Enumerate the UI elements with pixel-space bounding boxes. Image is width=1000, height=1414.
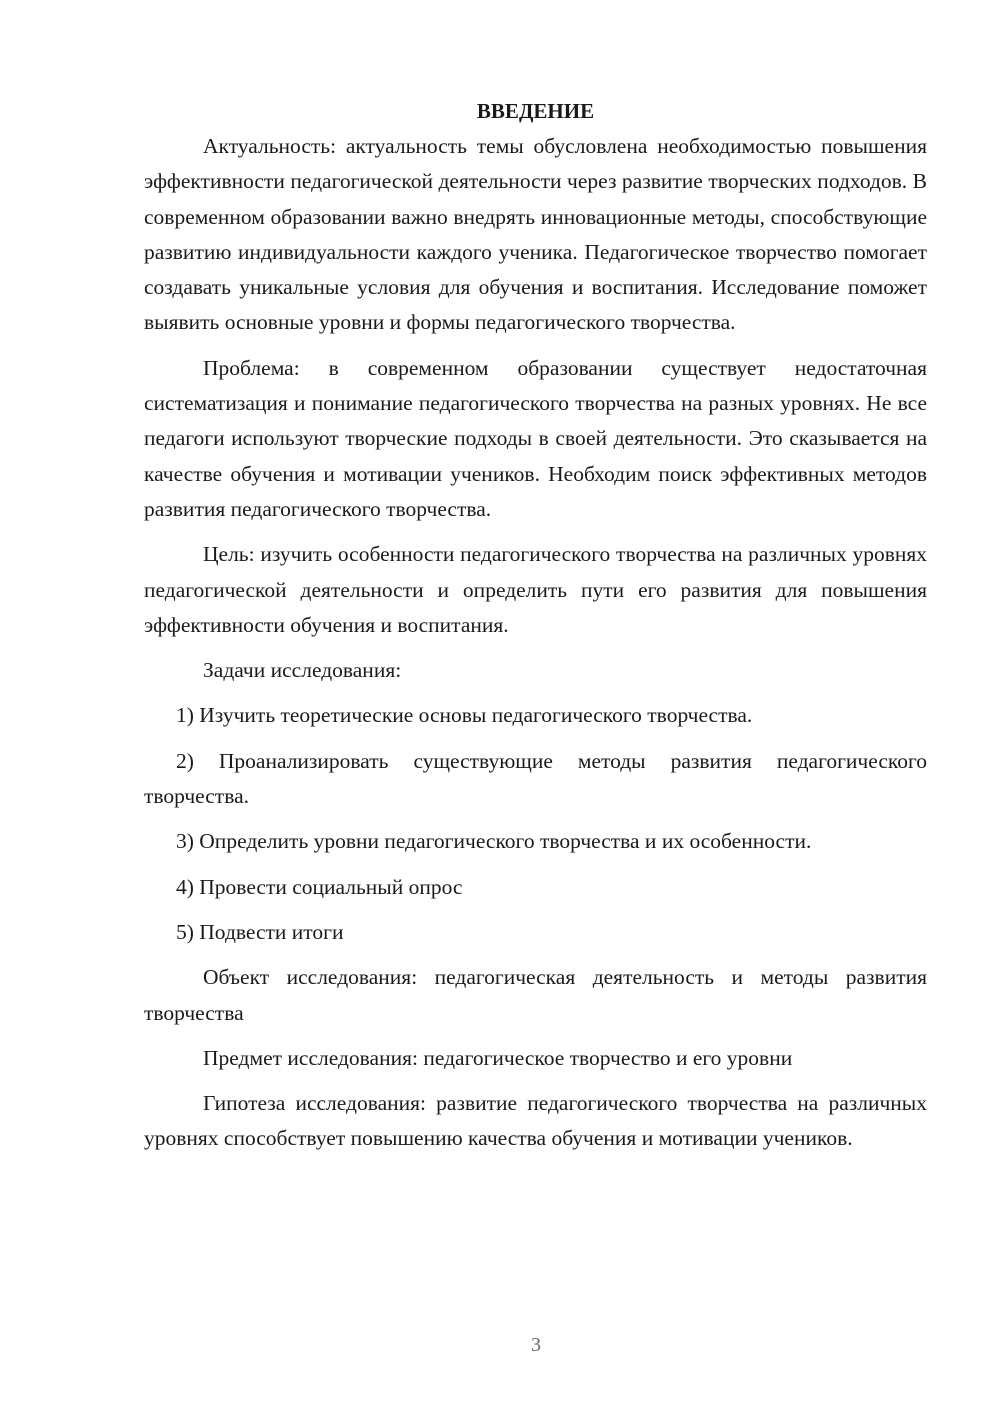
task-item: 2) Проанализировать существующие методы развития педагогического творчества. xyxy=(144,748,927,809)
problem-paragraph: Проблема: в современном образовании существует недостаточная систематизация и понимание педагогического творчества на разных уровнях. Не все педагоги используют творческие подходы в своей деятельности. Это сказывается на качестве обучения и мотивации учеников. Необходим поиск эффективных методов развития педагогического творчества. xyxy=(144,355,927,521)
research-object-paragraph: Объект исследования: педагогическая деятельность и методы развития творчества xyxy=(144,965,927,1025)
relevance-paragraph: Актуальность: актуальность темы обусловлена необходимостью повышения эффективности педагогической деятельности через развитие творческих подходов. В современном образовании важно внедрять инновационные методы, способствующие развитию индивидуальности каждого ученика. Педагогическое творчество помогает создавать уникальные условия для обучения и воспитания. Исследование поможет выявить основные уровни и формы педагогического творчества. xyxy=(144,134,927,335)
research-subject-paragraph: Предмет исследования: педагогическое творчество и его уровни xyxy=(203,1045,793,1070)
hypothesis-paragraph: Гипотеза исследования: развитие педагогического творчества на различных уровнях способствует повышению качества обучения и мотивации учеников. xyxy=(144,1091,927,1151)
goal-paragraph: Цель: изучить особенности педагогического творчества на различных уровнях педагогической деятельности и определить пути его развития для повышения эффективности обучения и воспитания. xyxy=(144,542,927,637)
page-number: 3 xyxy=(531,1334,541,1356)
section-title: ВВЕДЕНИЕ xyxy=(476,99,595,123)
page-content xyxy=(144,94,927,1157)
tasks-heading: Задачи исследования: xyxy=(203,658,402,683)
task-item: 4) Провести социальный опрос xyxy=(176,874,463,899)
task-item: 5) Подвести итоги xyxy=(176,919,344,944)
task-item: 1) Изучить теоретические основы педагогического творчества. xyxy=(176,703,753,728)
task-item: 3) Определить уровни педагогического творчества и их особенности. xyxy=(176,829,812,854)
